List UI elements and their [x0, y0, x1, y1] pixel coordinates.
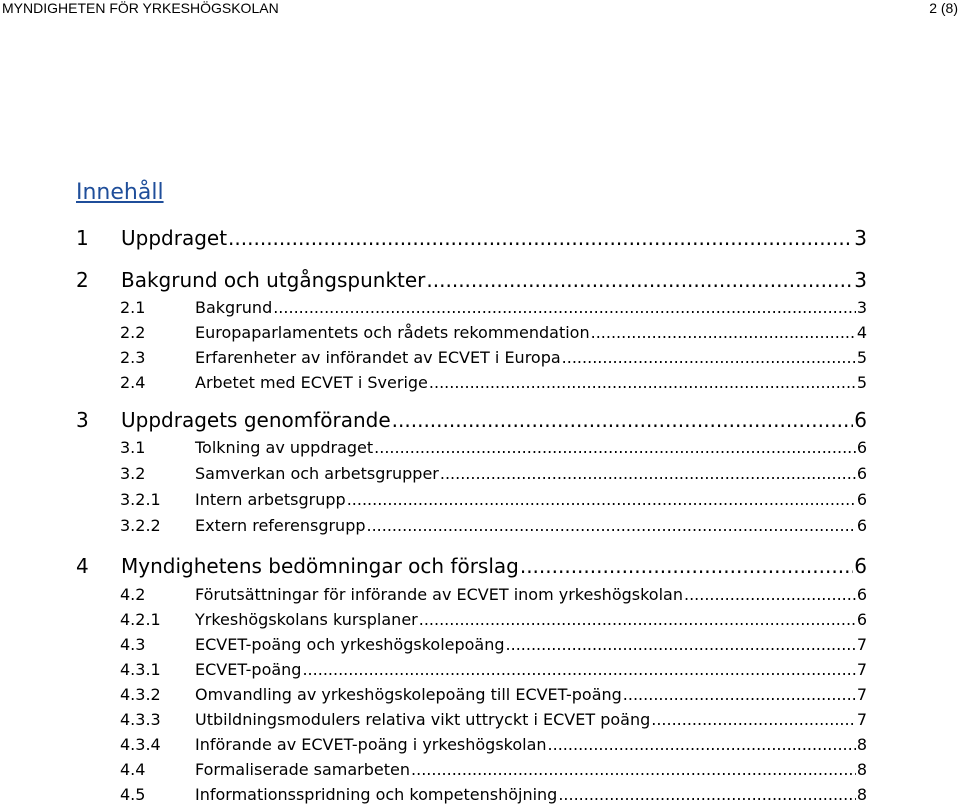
toc-leader-dots [558, 785, 855, 804]
toc-leader-dots [651, 710, 856, 729]
toc-entry-number: 4.3.3 [120, 710, 161, 729]
toc-leader-dots [419, 610, 856, 629]
toc-entry-page: 7 [856, 710, 867, 729]
toc-entry-title: Erfarenheter av införandet av ECVET i Europa [195, 348, 561, 367]
toc-entry-title: Myndighetens bedömningar och förslag [121, 554, 519, 578]
toc-entry-page: 6 [856, 585, 867, 604]
toc-entry-title: Extern referensgrupp [195, 516, 366, 535]
toc-entry-number: 3.2.1 [120, 490, 161, 509]
toc-leader-dots [548, 735, 856, 754]
toc-entry-title: Formaliserade samarbeten [195, 760, 411, 779]
toc-entry[interactable] [120, 785, 867, 804]
toc-entry-title: Bakgrund och utgångspunkter [121, 268, 426, 292]
toc-entry-title: Tolkning av uppdraget [195, 438, 374, 457]
toc-entry-title: Arbetet med ECVET i Sverige [195, 373, 428, 392]
toc-leader-dots [228, 226, 853, 250]
toc-entry-title: ECVET-poäng och yrkeshögskolepoäng [195, 635, 505, 654]
toc-entry-title: Uppdraget [121, 226, 228, 250]
toc-entry-page: 6 [856, 438, 867, 457]
toc-entry[interactable] [76, 554, 867, 578]
toc-leader-dots [684, 585, 856, 604]
toc-entry-number: 4.3 [120, 635, 146, 654]
toc-entry[interactable] [120, 516, 867, 535]
toc-entry-page: 3 [856, 298, 867, 317]
toc-leader-dots [426, 268, 853, 292]
toc-entry-page: 8 [856, 760, 867, 779]
toc-entry-number: 4.3.2 [120, 685, 161, 704]
toc-leader-dots [374, 438, 856, 457]
toc-entry-page: 6 [856, 610, 867, 629]
toc-entry[interactable] [120, 585, 867, 604]
toc-entry-title: Europaparlamentets och rådets rekommendation [195, 323, 590, 342]
toc-leader-dots [591, 323, 856, 342]
toc-entry-page: 3 [854, 226, 867, 250]
toc-entry-title: Intern arbetsgrupp [195, 490, 346, 509]
toc-entry-number: 4.3.1 [120, 660, 161, 679]
toc-leader-dots [273, 298, 856, 317]
toc-entry-page: 6 [854, 554, 867, 578]
toc-leader-dots [429, 373, 856, 392]
toc-entry-number: 4.4 [120, 760, 146, 779]
toc-entry[interactable] [76, 408, 867, 432]
toc-entry-number: 2.3 [120, 348, 146, 367]
toc-entry-page: 7 [856, 685, 867, 704]
toc-entry-number: 4.3.4 [120, 735, 161, 754]
toc-entry-page: 6 [854, 408, 867, 432]
toc-entry-number: 3.1 [120, 438, 146, 457]
toc-entry-page: 7 [856, 660, 867, 679]
toc-entry[interactable] [120, 298, 867, 317]
toc-entry-page: 8 [856, 785, 867, 804]
toc-entry[interactable] [120, 464, 867, 483]
toc-entry-title: Omvandling av yrkeshögskolepoäng till ECVET-poäng [195, 685, 622, 704]
toc-leader-dots [520, 554, 853, 578]
toc-entry[interactable] [120, 373, 867, 392]
toc-entry-number: 4.2 [120, 585, 146, 604]
toc-entry-title: Utbildningsmodulers relativa vikt uttryckt i ECVET poäng [195, 710, 651, 729]
toc-entry-title: Förutsättningar för införande av ECVET inom yrkeshögskolan [195, 585, 683, 604]
toc-entry-title: Yrkeshögskolans kursplaner [195, 610, 418, 629]
page-header [0, 0, 960, 26]
toc-leader-dots [367, 516, 856, 535]
toc-entry[interactable] [76, 268, 867, 292]
toc-entry-title: Uppdragets genomförande [121, 408, 391, 432]
toc-leader-dots [562, 348, 856, 367]
toc-entry-title: Införande av ECVET-poäng i yrkeshögskolan [195, 735, 547, 754]
toc-entry-page: 8 [856, 735, 867, 754]
toc-entry-page: 6 [856, 516, 867, 535]
toc-entry[interactable] [120, 610, 867, 629]
toc-entry-number: 2.4 [120, 373, 146, 392]
toc-heading[interactable]: Innehåll [76, 180, 164, 205]
toc-entry-number: 2.2 [120, 323, 146, 342]
toc-entry[interactable] [120, 323, 867, 342]
organization-name: MYNDIGHETEN FÖR YRKESHÖGSKOLAN [2, 0, 279, 16]
toc-entry-page: 7 [856, 635, 867, 654]
toc-leader-dots [440, 464, 856, 483]
page-number: 2 (8) [929, 0, 958, 16]
toc-entry-number: 2.1 [120, 298, 146, 317]
toc-leader-dots [347, 490, 856, 509]
toc-entry[interactable] [120, 735, 867, 754]
toc-entry-number: 3 [76, 408, 89, 432]
toc-leader-dots [506, 635, 856, 654]
toc-leader-dots [623, 685, 856, 704]
toc-entry-page: 5 [856, 373, 867, 392]
toc-entry[interactable] [120, 710, 867, 729]
toc-entry-page: 4 [856, 323, 867, 342]
toc-entry-page: 3 [854, 268, 867, 292]
toc-entry-title: Samverkan och arbetsgrupper [195, 464, 439, 483]
toc-entry[interactable] [120, 760, 867, 779]
toc-entry-page: 5 [856, 348, 867, 367]
toc-entry[interactable] [76, 226, 867, 250]
toc-entry[interactable] [120, 348, 867, 367]
toc-leader-dots [392, 408, 854, 432]
toc-entry-number: 4.2.1 [120, 610, 161, 629]
toc-entry[interactable] [120, 635, 867, 654]
toc-entry-number: 1 [76, 226, 89, 250]
toc-entry-page: 6 [856, 464, 867, 483]
toc-entry-number: 3.2.2 [120, 516, 161, 535]
toc-entry-number: 3.2 [120, 464, 146, 483]
toc-leader-dots [411, 760, 856, 779]
toc-leader-dots [302, 660, 855, 679]
toc-entry-number: 2 [76, 268, 89, 292]
toc-entry-page: 6 [856, 490, 867, 509]
toc-entry[interactable] [120, 685, 867, 704]
toc-entry[interactable] [120, 490, 867, 509]
toc-entry-title: Informationsspridning och kompetenshöjning [195, 785, 558, 804]
toc-entry-number: 4.5 [120, 785, 146, 804]
toc-entry[interactable] [120, 438, 867, 457]
toc-entry-number: 4 [76, 554, 89, 578]
toc-entry-title: Bakgrund [195, 298, 273, 317]
toc-entry-title: ECVET-poäng [195, 660, 302, 679]
toc-entry[interactable] [120, 660, 867, 679]
